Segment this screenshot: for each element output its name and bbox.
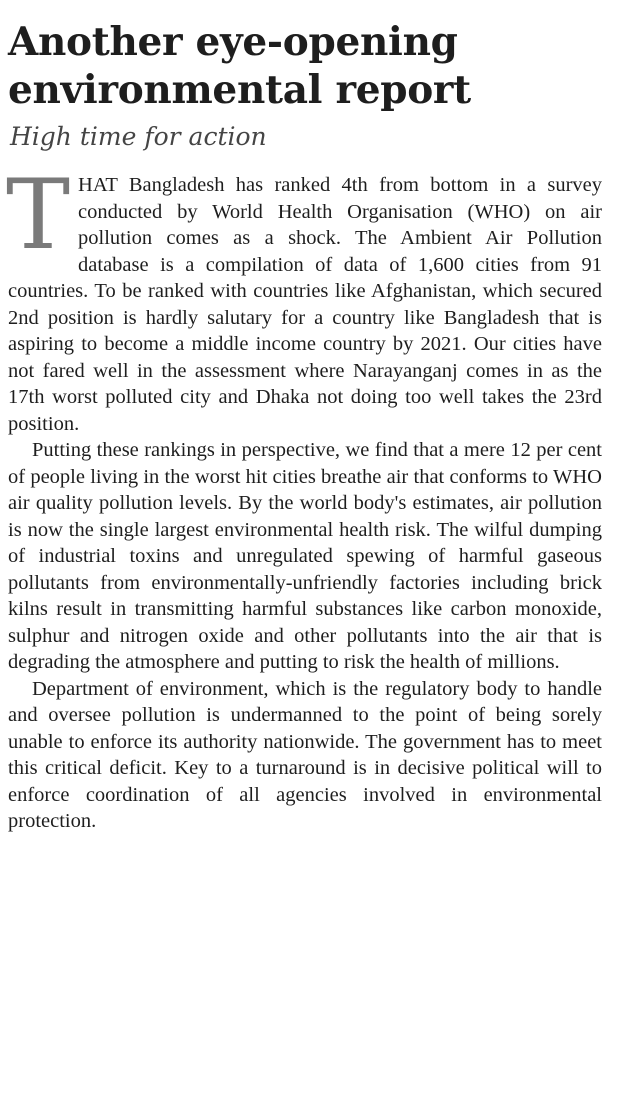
- headline: Another eye-opening environmental report: [8, 19, 471, 113]
- editorial-article: [8, 0, 602, 1101]
- paragraph-1-text: HAT Bangladesh has ranked 4th from bottom in a survey conducted by World Health Organisation (WHO) on air pollution comes as a shock. The Ambient Air Pollution database is a compilation of data of 1,600 cities from 91 countries. To be ranked with countries like Afghanistan, which secured 2nd position is hardly salutary for a country like Bangladesh that is aspiring to become a middle income country by 2021. Our cities have not fared well in the assessment where Narayanganj comes in as the 17th worst polluted city and Dhaka not doing too well takes the 23rd position.: [8, 174, 602, 435]
- paragraph-3: Department of environment, which is the regulatory body to handle and oversee pollution is undermanned to the point of being sorely unable to enforce its authority nationwide. The government has to meet this critical deficit. Key to a turnaround is in decisive political will to enforce coordination of all agencies involved in environmental protection.: [8, 677, 602, 832]
- subheadline: High time for action: [10, 122, 267, 151]
- article-body: [6, 159, 602, 835]
- drop-cap: T: [6, 159, 71, 271]
- paragraph-1: [6, 159, 602, 437]
- paragraph-2: Putting these rankings in perspective, we find that a mere 12 per cent of people living in the worst hit cities breathe air that conforms to WHO air quality pollution levels. By the world body's estimates, air pollution is now the single largest environmental health risk. The wilful dumping of industrial toxins and unregulated spewing of harmful gaseous pollutants from environmentally-unfriendly factories including brick kilns result in transmitting harmful substances like carbon monoxide, sulphur and nitrogen oxide and other pollutants into the air that is degrading the atmosphere and putting to risk the health of millions.: [8, 439, 602, 673]
